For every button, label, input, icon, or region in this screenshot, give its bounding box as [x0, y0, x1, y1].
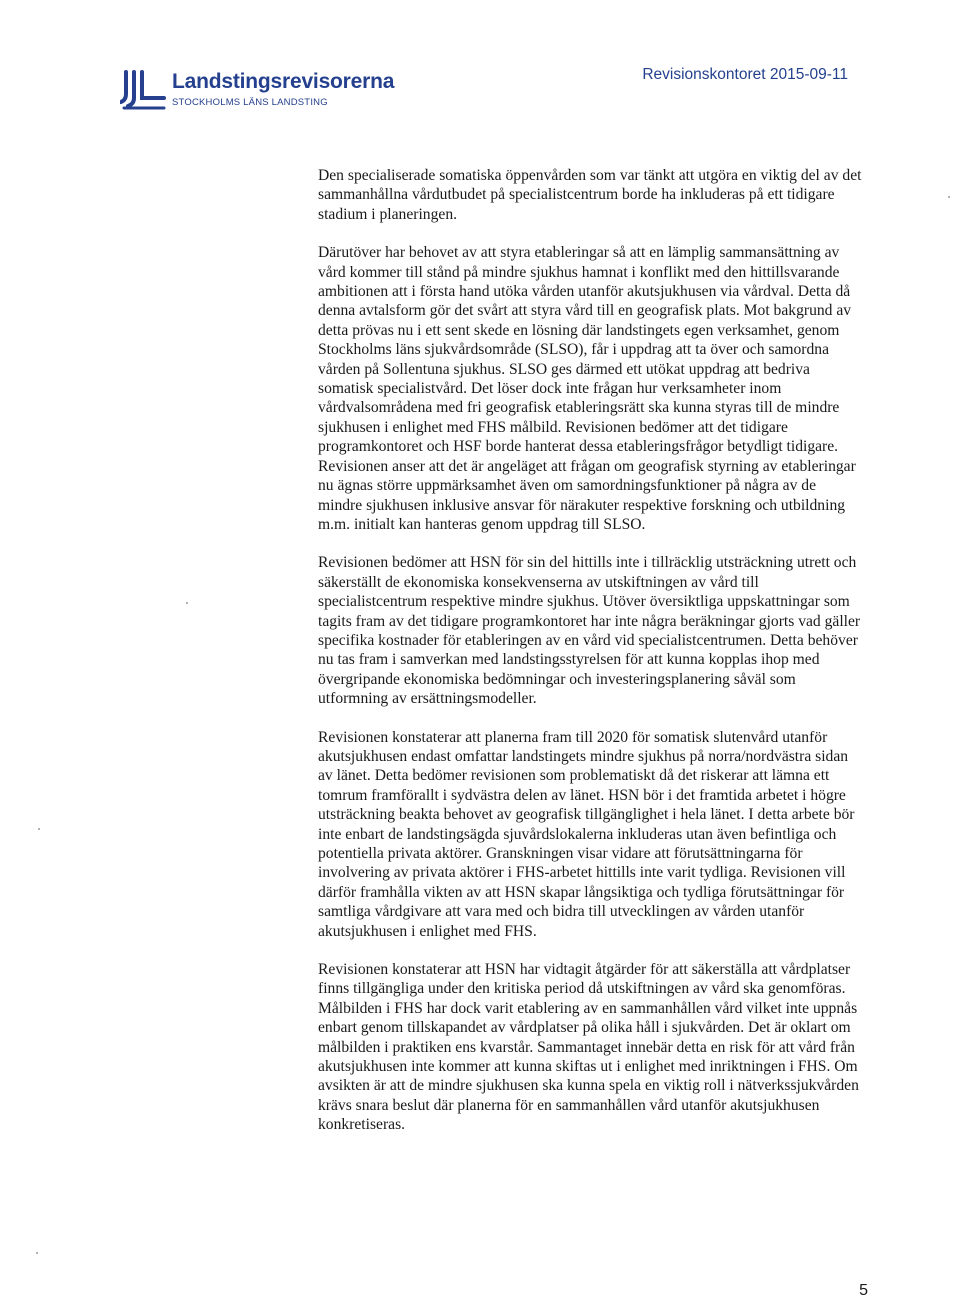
paragraph-3: Revisionen bedömer att HSN för sin del hittills inte i tillräcklig utsträckning utrett och säkerställt de ekonomiska konsekvenserna av utskiftningen av vård till specialistcentrum respektive mindre sjukhus. Utöver översiktliga uppskattningar som tagits fram av det tidigare programkontoret har inte några beräkningar gjorts vad gäller specifika kostnader för etableringen av en vård vid specialistcentrumen. Detta behöver nu tas fram i samverkan med landstingsstyrelsen för att kunna kopplas ihop med övergripande ekonomiska bedömningar och investeringsplanering såväl som utformning av ersättningsmodeller.	[318, 554, 861, 708]
org-name: Landstingsrevisorerna	[172, 70, 395, 93]
scan-artifact	[38, 828, 40, 830]
scan-artifact	[36, 1252, 38, 1254]
paragraph-1: Den specialiserade somatiska öppenvården som var tänkt att utgöra en viktig del av det sammanhållna vårdutbudet på specialistcentrum borde ha inkluderas på ett tidigare stadium i planeringen.	[318, 167, 862, 223]
org-subtitle: STOCKHOLMS LÄNS LANDSTING	[172, 97, 328, 108]
paragraph-4: Revisionen konstaterar att planerna fram till 2020 för somatisk slutenvård utanför akutsjukhusen endast omfattar landstingets mindre sjukhus på norra/nordvästra sidan av länet. Detta bedömer revisionen som problematiskt då det riskerar att lämna ett tomrum framförallt i sydvästra delen av länet. HSN bör i det framtida arbetet i högre utsträckning beakta behovet av geografisk tillgänglighet i hela länet. I detta arbete bör inte enbart de landstingsägda sjuvårdslokalerna inkluderas utan även befintliga och potentiella privata aktörer. Granskningen visar vidare att förutsättningarna för involvering av privata aktörer i FHS-arbetet hittills inte varit tydliga. Revisionen vill därför framhålla vikten av att HSN skapar långsiktiga och tydliga förutsättningar för samtliga vårdgivare att vara med och bidra till utvecklingen av vården utanför akutsjukhusen i enlighet med FHS.	[318, 728, 855, 940]
header-logo	[120, 68, 440, 112]
header-date: Revisionskontoret 2015-09-11	[642, 66, 848, 83]
page-number: 5	[859, 1282, 868, 1299]
scan-artifact	[186, 602, 188, 604]
paragraph-5: Revisionen konstaterar att HSN har vidtagit åtgärder för att säkerställa att vårdplatser finns tillgängliga under den kritiska period då utskiftningen av vård ska genomföras. Målbilden i FHS har dock varit etablering av en sammanhållen vård vilket inte uppnås enbart genom tillskapandet av vårdplatser på olika håll i sjukvården. Det är oklart om målbilden i praktiken ens kvarstår. Sammantaget innebär detta en risk för att vård från akutsjukhusen inte kommer att kunna skiftas ut i enlighet med inriktningen i FHS. Om avsikten är att de mindre sjukhusen ska kunna spela en viktig roll i nätverkssjukvården krävs snara beslut där planerna för en sammanhållen vård utanför akutsjukhusen konkretiseras.	[318, 961, 859, 1134]
body-text	[318, 166, 864, 1154]
paragraph-2: Därutöver har behovet av att styra etableringar så att en lämplig sammansättning av vård kommer till stånd på mindre sjukhus hamnat i konflikt med den hittillsvarande ambitionen att i första hand utöka vården utanför akutsjukhusen via vårdval. Detta då denna avtalsform gör det svårt att styra vård till en geografisk plats. Mot bakgrund av detta prövas nu i ett sent skede en lösning där landstingets egen verksamhet, genom Stockholms läns sjukvårdsområde (SLSO), får i uppdrag att ta över och samordna vården på Sollentuna sjukhus. SLSO ges därmed ett utökat uppdrag att bedriva somatisk specialistvård. Det löser dock inte frågan hur verksamheter inom vårdvalsområdena med fri geografisk etableringsrätt ska kunna styras till de mindre sjukhusen i enlighet med FHS målbild. Revisionen bedömer att det tidigare programkontoret och HSF borde hanterat dessa etableringsfrågor betydligt tidigare. Revisionen anser att det är angeläget att frågan om geografisk styrning av etableringar nu ägnas större uppmärksamhet även om samordningsfunktioner på några av de mindre sjukhusen inklusive ansvar för närakuter respektive forskning och utbildning m.m. initialt kan hanteras genom uppdrag till SLSO.	[318, 244, 856, 533]
scan-artifact	[948, 196, 950, 198]
sll-logo-icon	[120, 68, 166, 110]
